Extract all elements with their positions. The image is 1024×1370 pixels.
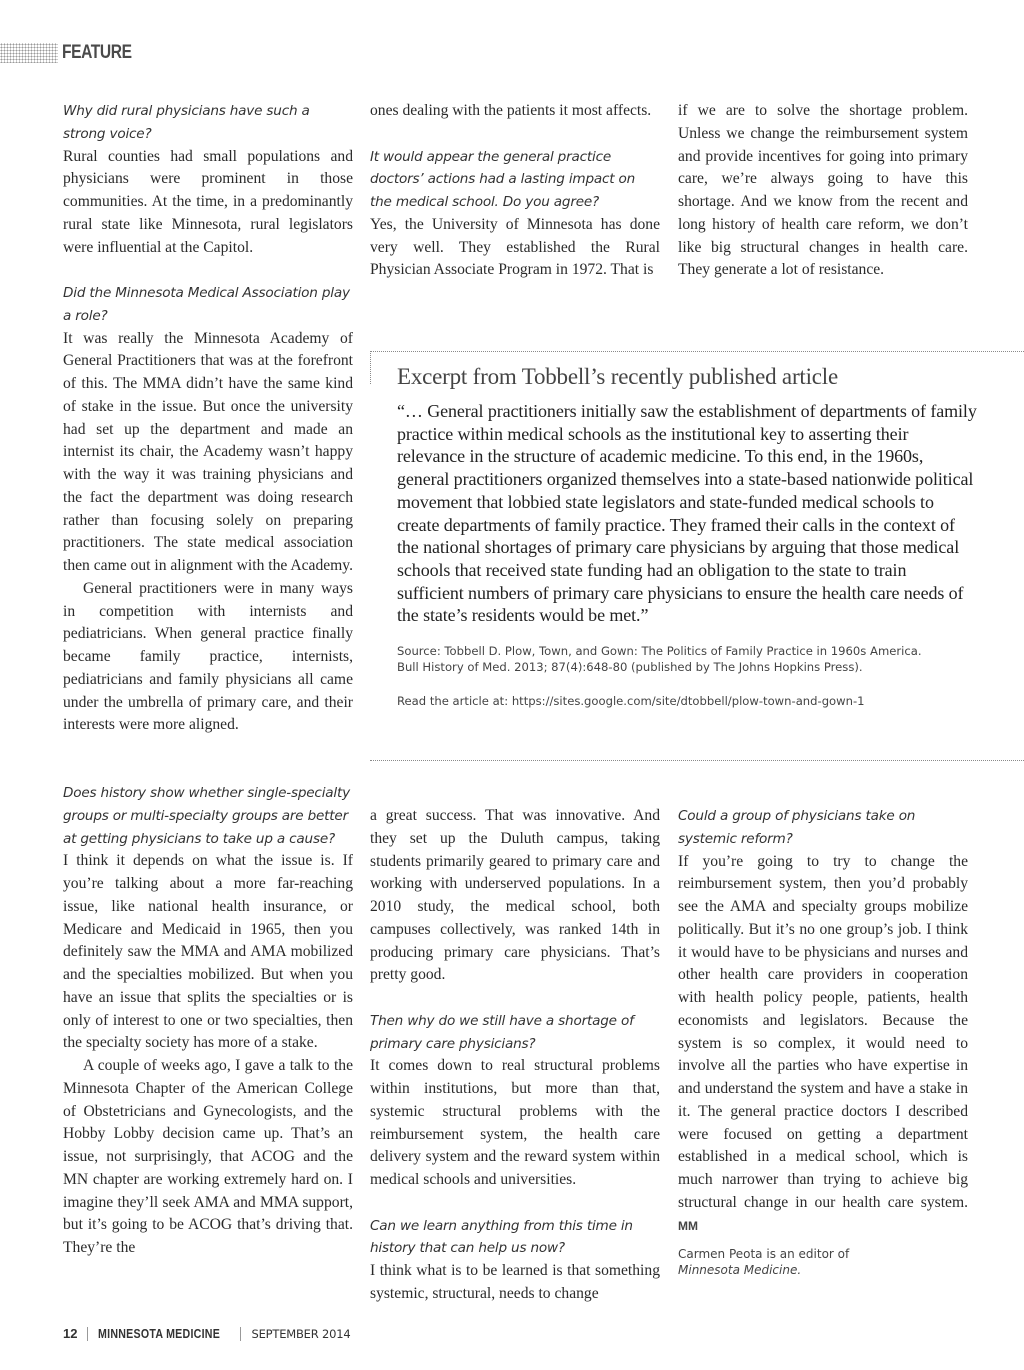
interview-answer: I think it depends on what the issue is. If you’re talking about a more far-reaching issue, like national health insurance, or Medicare and Medicaid in 1965, then you definitely saw the MMA and AMA mobilized and the specialties mobilized. But when you have an issue that splits the specialties or is only of interest to one or two specialties, then the specialty society has more of a stake. [63, 852, 353, 1052]
issue-date: SEPTEMBER 2014 [251, 1326, 351, 1341]
read-more-label: Read the article at: [397, 694, 512, 709]
interview-answer-paragraph: A couple of weeks ago, I gave a talk to the Minnesota Chapter of the American College of Obstetricians and Gynecologists, and the Hobby Lobby decision came up. That’s an issue, not surprisingly, that ACOG and the MN chapter are working extremely hard on. I imagine they’ll seek AMA and MMA support, but it’s going to be ACOG that’s driving that. They’re the [63, 1057, 353, 1256]
article-column-3-bottom [678, 805, 968, 1278]
article-column-2-top [370, 100, 660, 282]
interview-question: Why did rural physicians have such a strong voice? [63, 103, 310, 142]
halftone-dots-decoration [0, 43, 58, 63]
excerpt-sidebar [397, 364, 977, 709]
article-column-3-top [678, 100, 968, 282]
interview-question: Did the Minnesota Medical Association play a role? [63, 285, 350, 324]
excerpt-top-divider [370, 351, 1024, 352]
excerpt-bottom-divider [370, 760, 1024, 761]
interview-answer: It comes down to real structural problems within institutions, but more than that, systemic structural problems with the reimbursement system, the health care delivery system and the reward system within medical schools and universities. [370, 1057, 660, 1188]
author-bio [678, 1247, 968, 1278]
interview-answer: I think what is to be learned is that something systemic, structural, needs to change [370, 1262, 660, 1302]
interview-answer [678, 851, 968, 1238]
section-header [0, 40, 147, 66]
footer-separator [240, 1327, 241, 1341]
magazine-name: MINNESOTA MEDICINE [98, 1326, 221, 1341]
article-column-1-bottom [63, 782, 353, 1260]
answer-text: If you’re going to try to change the reimbursement system, then you’d probably see the AMA and specialty groups mobilize politically. But it’s no one group’s job. I think it would have to be physicians and nurses and other health care providers in cooperation with health policy people, patients, health economists and legislators. Because the system is so complex, it would need to involve all the parties who have expertise in and understand the system and have a stake in it. The general practice doctors I described were focused on getting a department established in a medical school, which is much narrower than trying to achieve big structural change in our health care system. [678, 852, 968, 1211]
interview-question: It would appear the general practice doctors’ actions had a lasting impact on the medical school. Do you agree? [370, 148, 636, 210]
article-link[interactable]: https://sites.google.com/site/dtobbell/plow-town-and-gown-1 [511, 694, 865, 709]
footer-separator [87, 1327, 88, 1341]
page-footer [63, 1326, 350, 1341]
section-label: FEATURE [62, 42, 132, 63]
interview-answer: Yes, the University of Minnesota has done very well. They established the Rural Physician Associate Program in 1972. That is [370, 215, 660, 279]
interview-question: Can we learn anything from this time in history that can help us now? [370, 1217, 633, 1257]
interview-question: Does history show whether single-specialty groups or multi-specialty groups are better at getting physicians to take up a cause? [63, 785, 350, 847]
article-column-1-top [63, 100, 353, 737]
source-line-2: Bull History of Med. 2013; 87(4):648-80 (published by The Johns Hopkins Press). [397, 660, 863, 675]
article-column-2-bottom [370, 805, 660, 1306]
interview-answer: It was really the Minnesota Academy of General Practitioners that was at the forefront of this. The MMA didn’t have the same kind of stake in the issue. But once the university had set up the department and made an internist its chair, the Academy wasn’t happy with the way it was training physicians and the fact the department was doing research rather than focusing solely on preparing practitioners. The state medical association then came out in alignment with the Academy. [63, 329, 353, 574]
excerpt-read-more [397, 693, 977, 709]
bio-text: Carmen Peota is an editor of [678, 1247, 850, 1262]
interview-question: Then why do we still have a shortage of primary care physicians? [370, 1012, 634, 1052]
excerpt-left-divider [370, 351, 371, 384]
page-number: 12 [63, 1326, 78, 1341]
interview-question: Could a group of physicians take on systemic reform? [678, 808, 916, 847]
bio-publication: Minnesota Medicine. [678, 1262, 802, 1277]
excerpt-source [397, 643, 977, 675]
interview-answer-continued: ones dealing with the patients it most affects. [370, 102, 652, 119]
excerpt-quote: “… General practitioners initially saw the establishment of departments of family practice within medical schools as the institutional key to asserting their relevance in the structure of academic medicine. To this end, in the 1960s, general practitioners organized themselves into a state-based nationwide political movement that lobbied state legislators and state-funded medical schools to create departments of family practice. They framed their calls in the context of the national shortages of primary care physicians by arguing that those medical schools that received state funding had an obligation to the state to train sufficient numbers of primary care physicians to ensure the health care needs of the state’s residents would be met.” [397, 401, 977, 626]
end-mark: MM [678, 1218, 698, 1233]
interview-answer-continued: if we are to solve the shortage problem. Unless we change the reimbursement system and provide incentives for going into primary care, we’re always going to have this shortage. And we know from the recent and long history of health care reform, we don’t like big structural changes in health care. They generate a lot of resistance. [678, 102, 968, 279]
interview-answer-continued: a great success. That was innovative. And they set up the Duluth campus, taking students primarily geared to primary care and working with underserved populations. In a 2010 study, the medical school, both campuses collectively, was ranked 14th in producing primary care physicians. That’s pretty good. [370, 807, 660, 984]
interview-answer-paragraph: General practitioners were in many ways in competition with internists and pediatricians. When general practice finally became family practice, internists, pediatricians and family physicians all came under the umbrella of primary care, and their interests were more aligned. [63, 579, 353, 734]
excerpt-title: Excerpt from Tobbell’s recently published article [397, 364, 838, 389]
interview-answer: Rural counties had small populations and physicians were prominent in those communities. At the time, in a predominantly rural state like Minnesota, rural legislators were influential at the Capitol. [63, 147, 353, 256]
source-line-1: Source: Tobbell D. Plow, Town, and Gown: The Politics of Family Practice in 1960s America. [397, 644, 922, 659]
